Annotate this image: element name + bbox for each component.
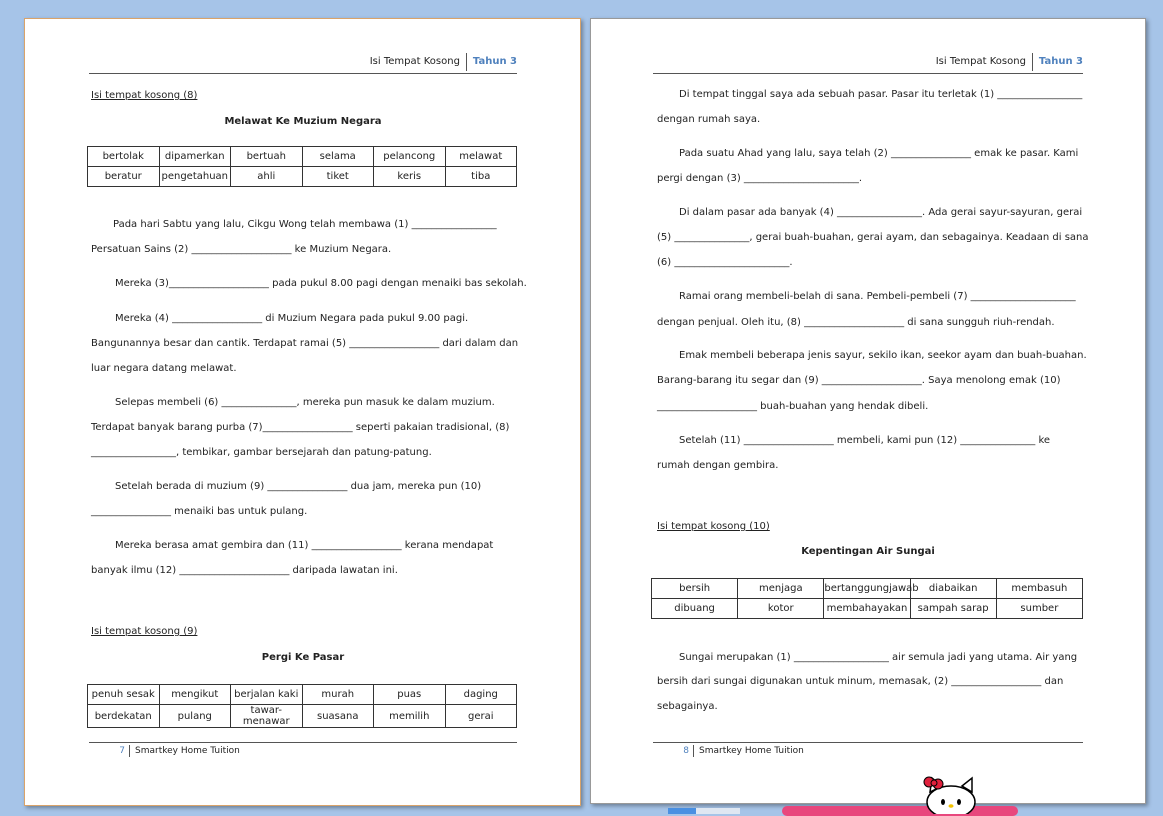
passage-line: dengan penjual. Oleh itu, (8) ____________________ di sana sungguh riuh-rendah. [657,317,1055,328]
passage-line: Ramai orang membeli-belah di sana. Pembeli-pembeli (7) _____________________ [679,291,1076,302]
pink-decor-bar [782,806,1018,816]
passage-line: Setelah berada di muzium (9) ________________ dua jam, mereka pun (10) [115,481,482,492]
word-cell: membahayakan [824,599,910,619]
section-heading-9: Isi tempat kosong (9) [91,626,198,637]
page-footer [89,742,517,761]
header-title: Isi Tempat Kosong [935,56,1026,67]
header-title: Isi Tempat Kosong [369,56,460,67]
word-cell: tiket [302,167,374,187]
document-page-8 [590,18,1146,804]
page-number: 8 [683,746,689,756]
word-cell: menjaga [738,579,824,599]
passage-line: Bangunannya besar dan cantik. Terdapat ramai (5) __________________ dari dalam dan [91,338,519,349]
passage-line: bersih dari sungai digunakan untuk minum, memasak, (2) __________________ dan [657,676,1064,687]
word-bank-row [88,167,517,187]
word-bank-10 [651,578,1083,619]
passage-line: Persatuan Sains (2) ____________________ ke Muzium Negara. [91,244,392,255]
word-cell: berjalan kaki [231,685,303,705]
passage-line: Barang-barang itu segar dan (9) ____________________. Saya menolong emak (10) [657,375,1061,386]
document-page-7 [24,18,581,806]
word-cell: pelancong [374,147,446,167]
passage-line: ________________ menaiki bas untuk pulang. [91,506,308,517]
word-cell: gerai [445,705,517,728]
page-number: 7 [119,746,125,756]
passage-line: Mereka (3)____________________ pada pukul 8.00 pagi dengan menaiki bas sekolah. [115,278,527,289]
header-tahun: Tahun 3 [472,56,517,67]
page-footer [653,742,1083,761]
passage-line: pergi dengan (3) _______________________. [657,173,863,184]
passage-line: Pada suatu Ahad yang lalu, saya telah (2) ________________ emak ke pasar. Kami [679,148,1079,159]
passage-title-8: Melawat Ke Muzium Negara [224,116,382,127]
word-cell: tiba [445,167,517,187]
passage-line: (5) _______________, gerai buah-buahan, gerai ayam, dan sebagainya. Keadaan di sana [657,232,1089,243]
passage-line: luar negara datang melawat. [91,363,237,374]
word-cell: ahli [231,167,303,187]
passage-line: Selepas membeli (6) _______________, mereka pun masuk ke dalam muzium. [115,397,495,408]
passage-line: _________________, tembikar, gambar bersejarah dan patung-patung. [91,447,432,458]
passage-title-10: Kepentingan Air Sungai [801,546,935,557]
passage-line: dengan rumah saya. [657,114,761,125]
section-heading-10: Isi tempat kosong (10) [657,521,770,532]
hello-kitty-icon [918,774,982,814]
word-cell: dibuang [652,599,738,619]
passage-line: Emak membeli beberapa jenis sayur, sekilo ikan, seekor ayam dan buah-buahan. [679,350,1087,361]
word-bank-row [88,147,517,167]
word-cell: suasana [302,705,374,728]
passage-line: Setelah (11) __________________ membeli, kami pun (12) _______________ ke [679,435,1051,446]
passage-line: Mereka (4) __________________ di Muzium Negara pada pukul 9.00 pagi. [115,313,469,324]
word-cell: tawar-menawar [231,705,303,728]
passage-line: Mereka berasa amat gembira dan (11) __________________ kerana mendapat [115,540,494,551]
word-cell: bersih [652,579,738,599]
word-bank-row [652,599,1083,619]
page-header [89,53,517,74]
word-bank-row [88,685,517,705]
word-cell: keris [374,167,446,187]
footer-text: Smartkey Home Tuition [699,746,804,756]
word-cell: membasuh [996,579,1082,599]
word-cell: pulang [159,705,231,728]
word-cell: bertolak [88,147,160,167]
passage-line: Terdapat banyak barang purba (7)__________________ seperti pakaian tradisional, (8) [91,422,510,433]
word-cell: pengetahuan [159,167,231,187]
word-cell: dipamerkan [159,147,231,167]
word-bank-row [88,705,517,728]
word-cell: memilih [374,705,446,728]
passage-line: Di dalam pasar ada banyak (4) _________________. Ada gerai sayur-sayuran, gerai [679,207,1083,218]
passage-line: ____________________ buah-buahan yang hendak dibeli. [657,401,929,412]
word-cell: puas [374,685,446,705]
passage-line: Di tempat tinggal saya ada sebuah pasar. Pasar itu terletak (1) _________________ [679,89,1083,100]
word-bank-9 [87,684,517,728]
word-cell: bertanggungjawab [824,579,910,599]
word-cell: beratur [88,167,160,187]
word-bank-row [652,579,1083,599]
passage-title-9: Pergi Ke Pasar [261,652,345,663]
page-header [653,53,1083,74]
passage-line: Sungai merupakan (1) ___________________ air semula jadi yang utama. Air yang [679,652,1078,663]
word-cell: berdekatan [88,705,160,728]
word-cell: murah [302,685,374,705]
passage-line: banyak ilmu (12) ______________________ daripada lawatan ini. [91,565,398,576]
word-cell: bertuah [231,147,303,167]
passage-line: sebagainya. [657,701,718,712]
scrollbar-thumb[interactable] [668,808,696,814]
word-cell: diabaikan [910,579,996,599]
word-cell: melawat [445,147,517,167]
passage-line: rumah dengan gembira. [657,460,779,471]
section-heading-8: Isi tempat kosong (8) [91,90,198,101]
word-cell: mengikut [159,685,231,705]
passage-line: (6) _______________________. [657,257,793,268]
word-cell: daging [445,685,517,705]
word-cell: selama [302,147,374,167]
word-cell: sumber [996,599,1082,619]
footer-text: Smartkey Home Tuition [135,746,240,756]
word-bank-8 [87,146,517,187]
passage-line: Pada hari Sabtu yang lalu, Cikgu Wong telah membawa (1) _________________ [113,219,497,230]
word-cell: kotor [738,599,824,619]
header-tahun: Tahun 3 [1038,56,1083,67]
word-cell: penuh sesak [88,685,160,705]
word-cell: sampah sarap [910,599,996,619]
